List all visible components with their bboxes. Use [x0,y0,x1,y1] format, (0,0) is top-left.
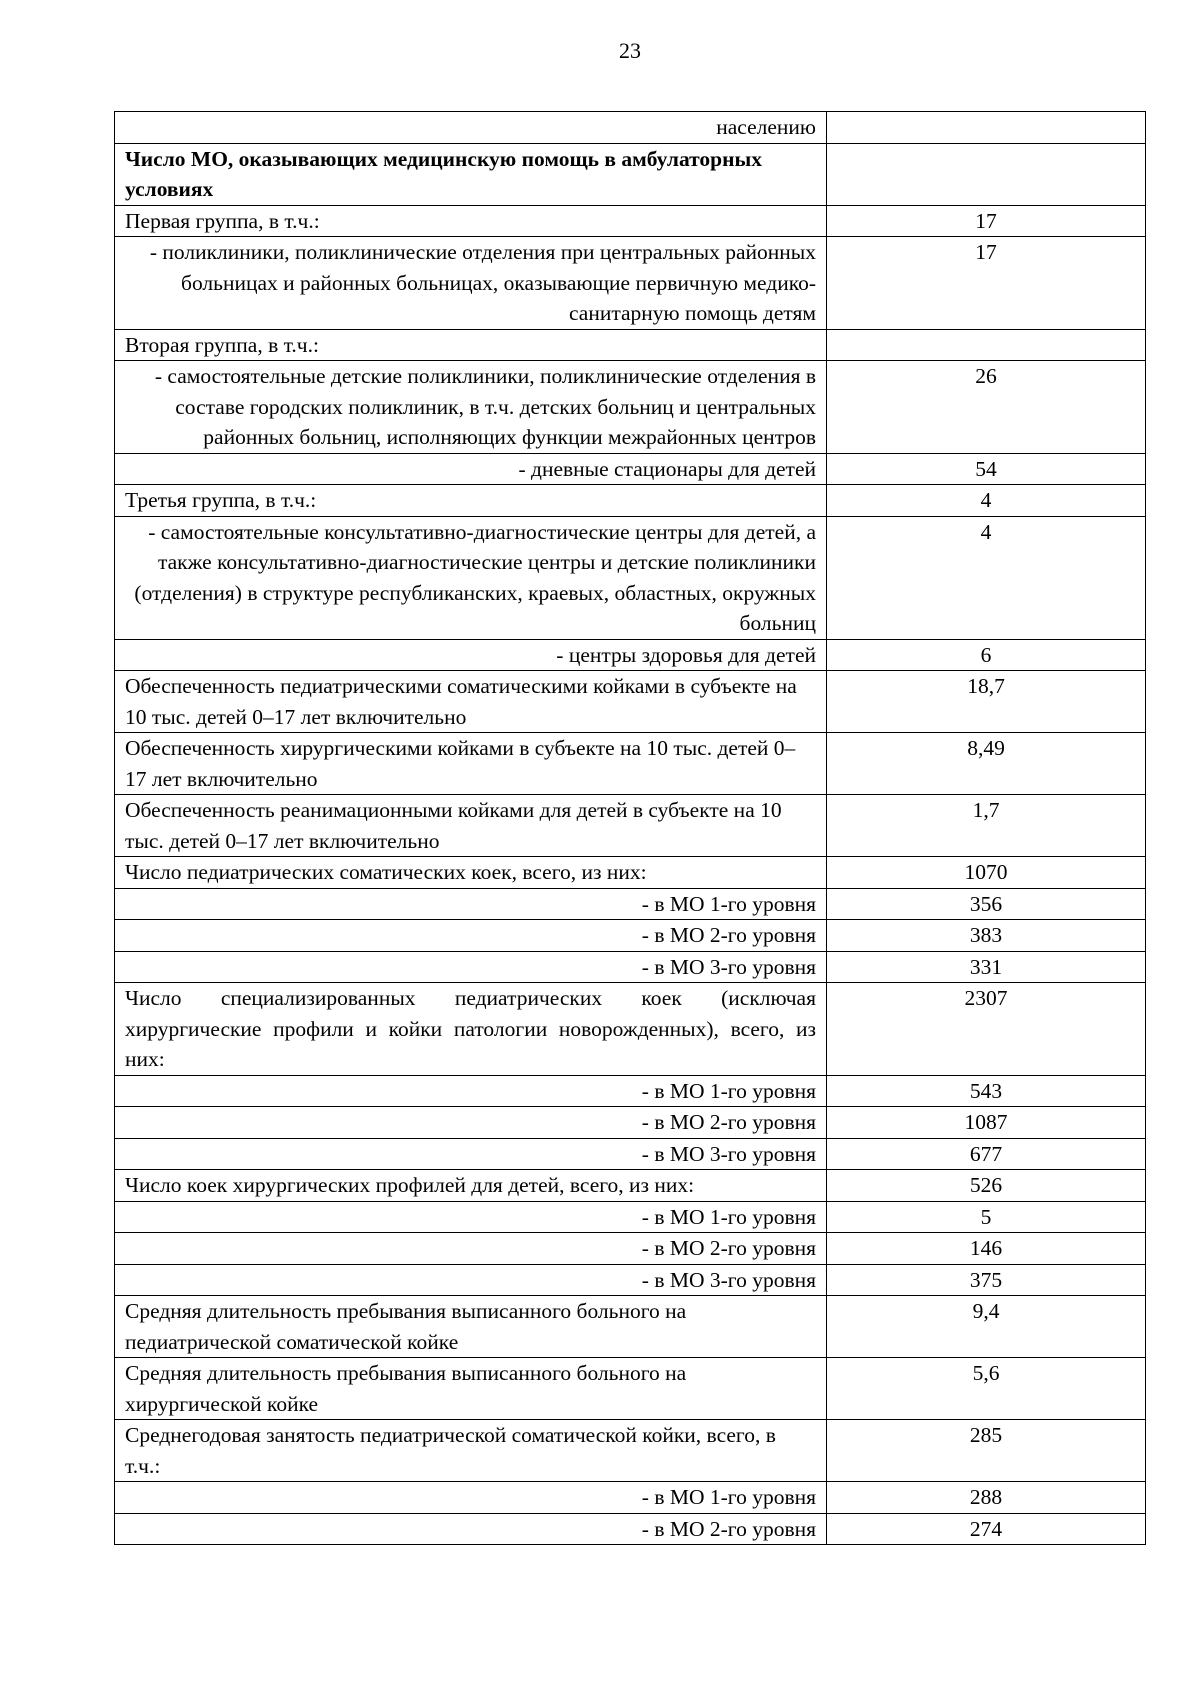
table-row [115,485,1146,517]
row-label: - в МО 1-го уровня [115,888,827,920]
row-value [827,329,1146,361]
row-label: Число педиатрических соматических коек, всего, из них: [115,857,827,889]
row-label: - самостоятельные детские поликлиники, поликлинические отделения в составе городских поликлиник, в т.ч. детских больниц и центральных районных больниц, исполняющих функции межрайонных центров [115,361,827,454]
table-row [115,639,1146,671]
table-row [115,205,1146,237]
row-value: 9,4 [827,1296,1146,1358]
table-row [115,920,1146,952]
table-row [115,671,1146,733]
row-value: 1070 [827,857,1146,889]
row-value: 356 [827,888,1146,920]
table-row [115,453,1146,485]
row-label: Вторая группа, в т.ч.: [115,329,827,361]
row-value: 288 [827,1482,1146,1514]
page-number: 23 [619,38,641,63]
table-row [115,1482,1146,1514]
row-label: Средняя длительность пребывания выписанного больного на хирургической койке [115,1358,827,1420]
row-value: 146 [827,1233,1146,1265]
row-label: - в МО 1-го уровня [115,1075,827,1107]
row-value: 543 [827,1075,1146,1107]
row-value: 331 [827,951,1146,983]
row-label: - в МО 1-го уровня [115,1482,827,1514]
table-row [115,112,1146,144]
table-row [115,888,1146,920]
row-label: Первая группа, в т.ч.: [115,205,827,237]
row-label: - в МО 1-го уровня [115,1201,827,1233]
table-row [115,1201,1146,1233]
row-value: 383 [827,920,1146,952]
table-row [115,1107,1146,1139]
table-row [115,1296,1146,1358]
row-value: 274 [827,1513,1146,1545]
table-row [115,1233,1146,1265]
table-row [115,1170,1146,1202]
row-label: - в МО 3-го уровня [115,1264,827,1296]
table-row [115,1513,1146,1545]
row-value: 285 [827,1420,1146,1482]
row-value: 2307 [827,983,1146,1076]
table-row [115,143,1146,205]
row-value: 17 [827,205,1146,237]
row-value: 4 [827,516,1146,639]
row-value: 17 [827,237,1146,330]
row-label: населению [115,112,827,144]
table-row [115,1075,1146,1107]
row-value: 18,7 [827,671,1146,733]
row-label: - самостоятельные консультативно-диагностические центры для детей, а также консультативно-диагностические центры и детские поликлиники (отделения) в структуре республиканских, краевых, областных, окружных больниц [115,516,827,639]
table-row [115,857,1146,889]
row-value [827,112,1146,144]
row-label: - в МО 2-го уровня [115,1233,827,1265]
row-label: Средняя длительность пребывания выписанного больного на педиатрической соматической койке [115,1296,827,1358]
row-value: 6 [827,639,1146,671]
row-value: 5,6 [827,1358,1146,1420]
row-value [827,143,1146,205]
table-row [115,983,1146,1076]
table-row [115,361,1146,454]
row-label: - в МО 2-го уровня [115,1107,827,1139]
row-label: Обеспеченность хирургическими койками в субъекте на 10 тыс. детей 0–17 лет включительно [115,733,827,795]
row-value: 4 [827,485,1146,517]
table-row [115,1138,1146,1170]
table-row [115,733,1146,795]
row-value: 26 [827,361,1146,454]
row-value: 1087 [827,1107,1146,1139]
row-value: 54 [827,453,1146,485]
row-value: 8,49 [827,733,1146,795]
row-value: 526 [827,1170,1146,1202]
table-row [115,1264,1146,1296]
table-row [115,237,1146,330]
row-label: Число коек хирургических профилей для детей, всего, из них: [115,1170,827,1202]
row-label: - в МО 2-го уровня [115,1513,827,1545]
row-label: Число специализированных педиатрических коек (исключая хирургические профили и койки патологии новорожденных), всего, из них: [115,983,827,1076]
row-label: Обеспеченность педиатрическими соматическими койками в субъекте на 10 тыс. детей 0–17 лет включительно [115,671,827,733]
table-row [115,951,1146,983]
table-row [115,795,1146,857]
row-label: - в МО 3-го уровня [115,951,827,983]
row-label: Число МО, оказывающих медицинскую помощь в амбулаторных условиях [115,143,827,205]
row-value: 5 [827,1201,1146,1233]
row-label: - в МО 3-го уровня [115,1138,827,1170]
row-label: - дневные стационары для детей [115,453,827,485]
row-label: Обеспеченность реанимационными койками для детей в субъекте на 10 тыс. детей 0–17 лет включительно [115,795,827,857]
row-label: Третья группа, в т.ч.: [115,485,827,517]
row-value: 677 [827,1138,1146,1170]
row-label: Среднегодовая занятость педиатрической соматической койки, всего, в т.ч.: [115,1420,827,1482]
table-body [115,112,1146,1545]
row-label: - в МО 2-го уровня [115,920,827,952]
table-row [115,1358,1146,1420]
table-row [115,329,1146,361]
row-label: - поликлиники, поликлинические отделения при центральных районных больницах и районных больницах, оказывающие первичную медико-санитарную помощь детям [115,237,827,330]
table-row [115,516,1146,639]
row-value: 1,7 [827,795,1146,857]
statistics-table [114,111,1146,1545]
table-row [115,1420,1146,1482]
row-value: 375 [827,1264,1146,1296]
row-label: - центры здоровья для детей [115,639,827,671]
